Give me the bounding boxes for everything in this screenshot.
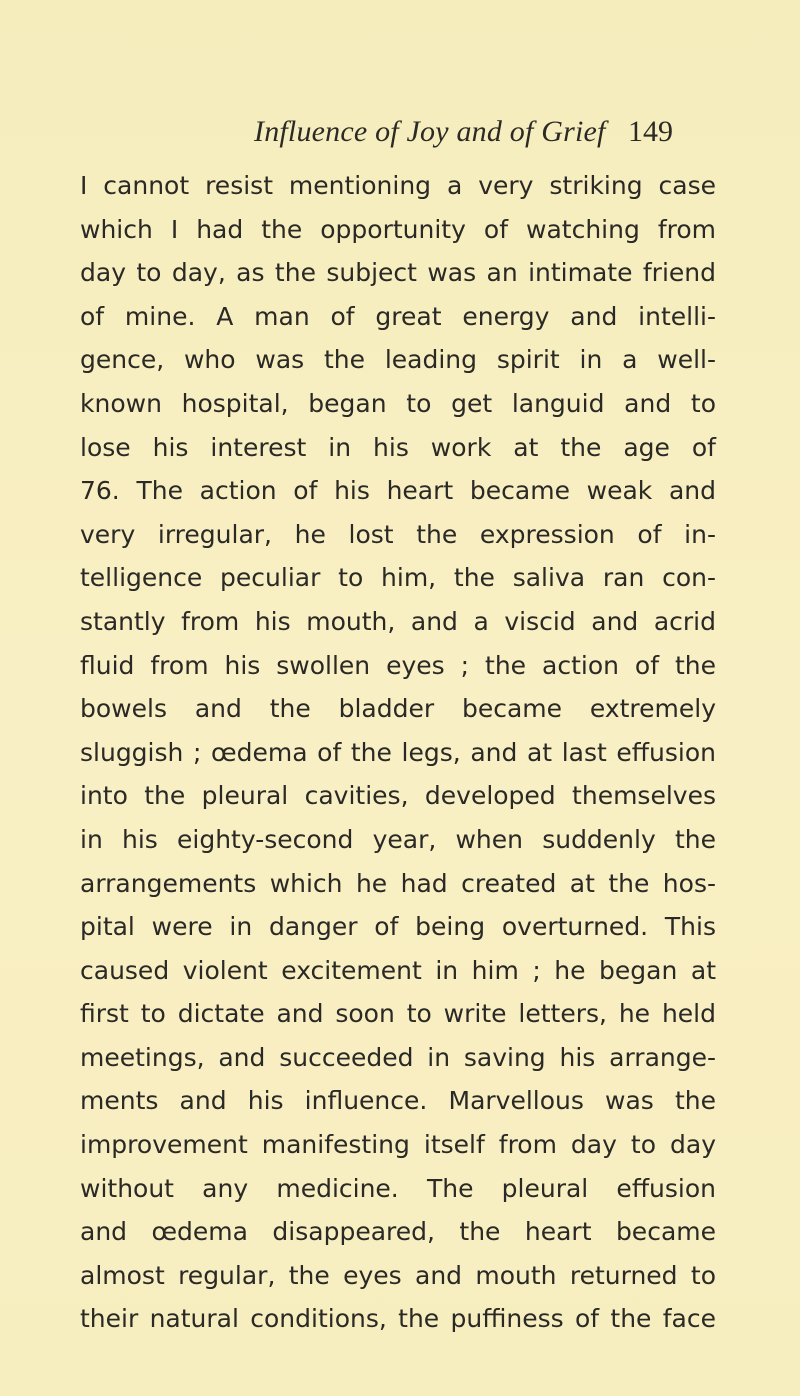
running-head <box>0 112 800 152</box>
text-line: fluid from his swollen eyes ; the action of the <box>80 650 716 680</box>
text-line: meetings, and succeeded in saving his arrange- <box>80 1042 716 1072</box>
text-line: into the pleural cavities, developed themselves <box>80 781 716 811</box>
text-line: caused violent excitement in him ; he began at <box>80 955 716 985</box>
text-line: which I had the opportunity of watching from <box>80 214 716 244</box>
text-line: improvement manifesting itself from day to day <box>80 1130 716 1160</box>
text-line: in his eighty-second year, when suddenly the <box>80 824 716 854</box>
text-line: sluggish ; œdema of the legs, and at last effusion <box>80 737 716 767</box>
text-line: pital were in danger of being overturned. This <box>80 912 716 942</box>
text-line: known hospital, began to get languid and to <box>80 388 716 418</box>
text-line: bowels and the bladder became extremely <box>80 694 716 724</box>
text-line: arrangements which he had created at the hos- <box>80 868 716 898</box>
text-line: and œdema disappeared, the heart became <box>80 1217 716 1247</box>
text-line: almost regular, the eyes and mouth returned to <box>80 1260 716 1290</box>
text-line: day to day, as the subject was an intimate friend <box>80 258 716 288</box>
text-line: their natural conditions, the puffiness of the face <box>80 1304 716 1334</box>
running-title: Influence of Joy and of Grief <box>254 115 606 148</box>
text-line: 76. The action of his heart became weak and <box>80 476 716 506</box>
text-line: of mine. A man of great energy and intelli- <box>80 301 716 331</box>
body-text <box>80 164 716 1341</box>
text-line: I cannot resist mentioning a very striking case <box>80 171 716 200</box>
text-line: very irregular, he lost the expression of in- <box>80 519 716 549</box>
text-line: first to dictate and soon to write letters, he held <box>80 999 716 1029</box>
text-line: telligence peculiar to him, the saliva ran con- <box>80 563 716 593</box>
text-line: gence, who was the leading spirit in a well- <box>80 345 716 375</box>
text-line: lose his interest in his work at the age of <box>80 432 716 462</box>
text-line: without any medicine. The pleural effusion <box>80 1173 716 1203</box>
text-line: stantly from his mouth, and a viscid and acrid <box>80 606 716 636</box>
text-line: ments and his influence. Marvellous was the <box>80 1086 716 1116</box>
page-number: 149 <box>628 115 673 148</box>
